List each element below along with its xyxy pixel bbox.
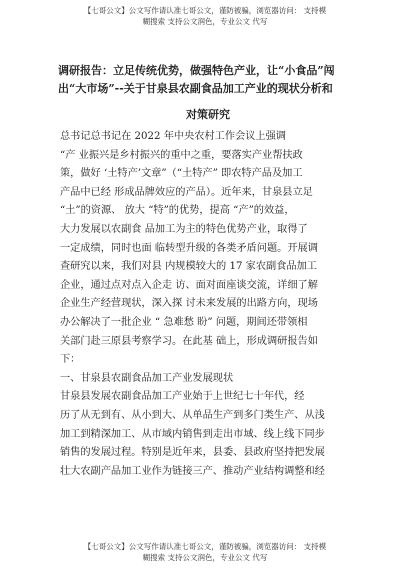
body-line: 历了从无到有、从小到大、从单品生产到多门类生产、从浅 (60, 409, 325, 421)
body-line: 总书记总书记在 2022 年中央农村工作会议上强调 (60, 131, 286, 142)
body-line: 一定成绩，同时也面 临转型升级的各类矛盾问题。开展调 (60, 242, 318, 254)
header-line-1: 【七哥公文】公文写作请认准七哥公文，谨防被骗，浏览器访问： 支持模 (83, 6, 327, 15)
body-line: 企业，通过点对点入企走 访、面对面座谈交流，详细了解 (60, 279, 318, 291)
section-heading: 一、甘泉县农副食品加工产业发展现状 (60, 372, 234, 384)
header-line-2: 糊搜索 支持公文润色，专业公文 代写 (142, 17, 268, 26)
body-line: 甘泉县发展农副食品加工产业始于上世纪七十年代，经 (60, 391, 305, 403)
body-line: 关部门赴三原县考察学习。在此基 础上，形成调研报告如 (60, 335, 318, 347)
document-body (60, 128, 352, 481)
body-line: “土”的资源、 放大 “特”的优势，提高 “产”的效益， (60, 205, 295, 217)
title-line-1: 调研报告：立足传统优势，做强特色产业，让“小食品”闯 (58, 64, 335, 77)
title-line-2: 出“大市场”--关于甘泉县农副食品加工产业的现状分析和 (58, 82, 333, 95)
body-line: 企业生产经营现状，深入探 讨未来发展的出路方向，现场 (60, 298, 318, 310)
document-title (58, 62, 358, 124)
body-line: 策，做好 ‘土特产’文章”（“土特产” 即农特产品及加工 (60, 168, 303, 180)
title-line-3: 对策研究 (186, 108, 230, 121)
body-line: “产 业振兴是乡村振兴的重中之重，要落实产业帮扶政 (60, 149, 303, 161)
page-footer-banner (0, 541, 410, 563)
body-line: 下： (60, 354, 81, 366)
body-line: 办公解决了一批企业 “ 急难愁 盼” 问题，期间还带领相 (60, 316, 308, 328)
page-header-banner (0, 5, 410, 27)
body-line: 加工到精深加工、从市域内销售到走出市域、线上线下同步 (60, 428, 325, 440)
body-line: 产品中已经 形成品牌效应的产品）。近年来，甘泉县立足 (60, 186, 313, 198)
body-line: 查研究以来，我们对县 内规模较大的 17 家农副食品加工 (60, 261, 317, 273)
footer-line-2: 糊搜索 支持公文润色，专业公文 代写 (142, 553, 268, 562)
body-line: 壮大农副产品加工业作为链接三产、推动产业结构调整和经 (60, 465, 325, 477)
body-line: 销售的发展过程。特别是近年来，县委、县政府坚持把发展 (60, 447, 325, 459)
body-line: 大力发展以农副食 品加工为主的特色优势产业，取得了 (60, 223, 308, 235)
footer-line-1: 【七哥公文】公文写作请认准七哥公文，谨防被骗，浏览器访问： 支持模 (83, 542, 327, 551)
